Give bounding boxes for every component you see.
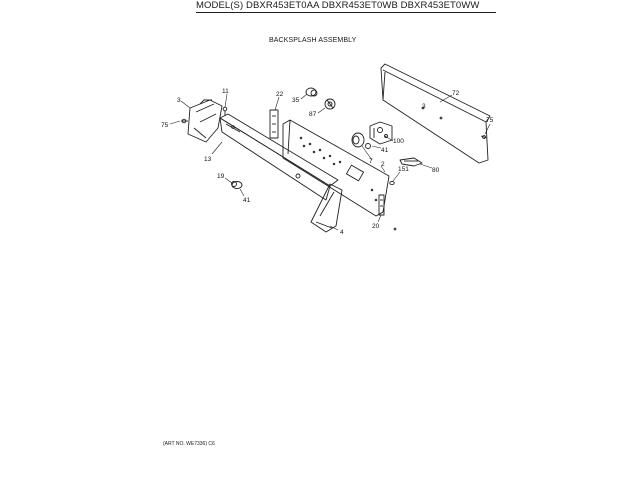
callout-labels [161,88,494,236]
callout-75-left: 75 [161,122,169,129]
callout-151: 151 [398,166,409,173]
art-number: (ART NO. WE7336) C6 [163,441,215,447]
part-151 [390,181,394,184]
control-board [283,120,389,216]
timer-assembly [370,122,392,144]
callout-11: 11 [222,88,229,95]
model-header: MODEL(S) DBXR453ET0AA DBXR453ET0WB DBXR453ET0WW [196,0,480,11]
callout-19: 19 [217,173,225,180]
knob-35 [306,88,317,96]
rear-panel [381,64,490,163]
diagram-title: BACKSPLASH ASSEMBLY [269,37,357,44]
callout-2: 2 [381,161,385,168]
callout-22: 22 [276,91,284,98]
screw-left [181,119,188,123]
screw-right [481,136,487,139]
callout-3-panel: 3 [422,103,426,110]
callout-35: 35 [292,97,300,104]
left-end-cap [188,100,222,142]
knob-87 [325,99,335,109]
callout-75-right: 75 [486,117,494,124]
callout-72: 72 [452,90,460,97]
callout-7: 7 [369,158,373,165]
callout-3-left: 3 [177,97,181,104]
callout-87: 87 [309,111,317,118]
callout-13: 13 [204,156,212,163]
right-end-cap [311,184,342,232]
push-button [232,182,243,189]
switch-80 [400,158,422,166]
callout-41-knob: 41 [381,147,389,154]
large-knob [352,133,364,147]
callout-41-low: 41 [243,197,251,204]
leader-lines [170,94,490,230]
callout-4: 4 [340,229,344,236]
backsplash-panel [220,114,338,200]
callout-80: 80 [432,167,440,174]
callout-100: 100 [393,138,404,145]
small-knob-41 [366,144,371,149]
callout-20: 20 [372,223,380,230]
overlay-strip [270,110,278,138]
